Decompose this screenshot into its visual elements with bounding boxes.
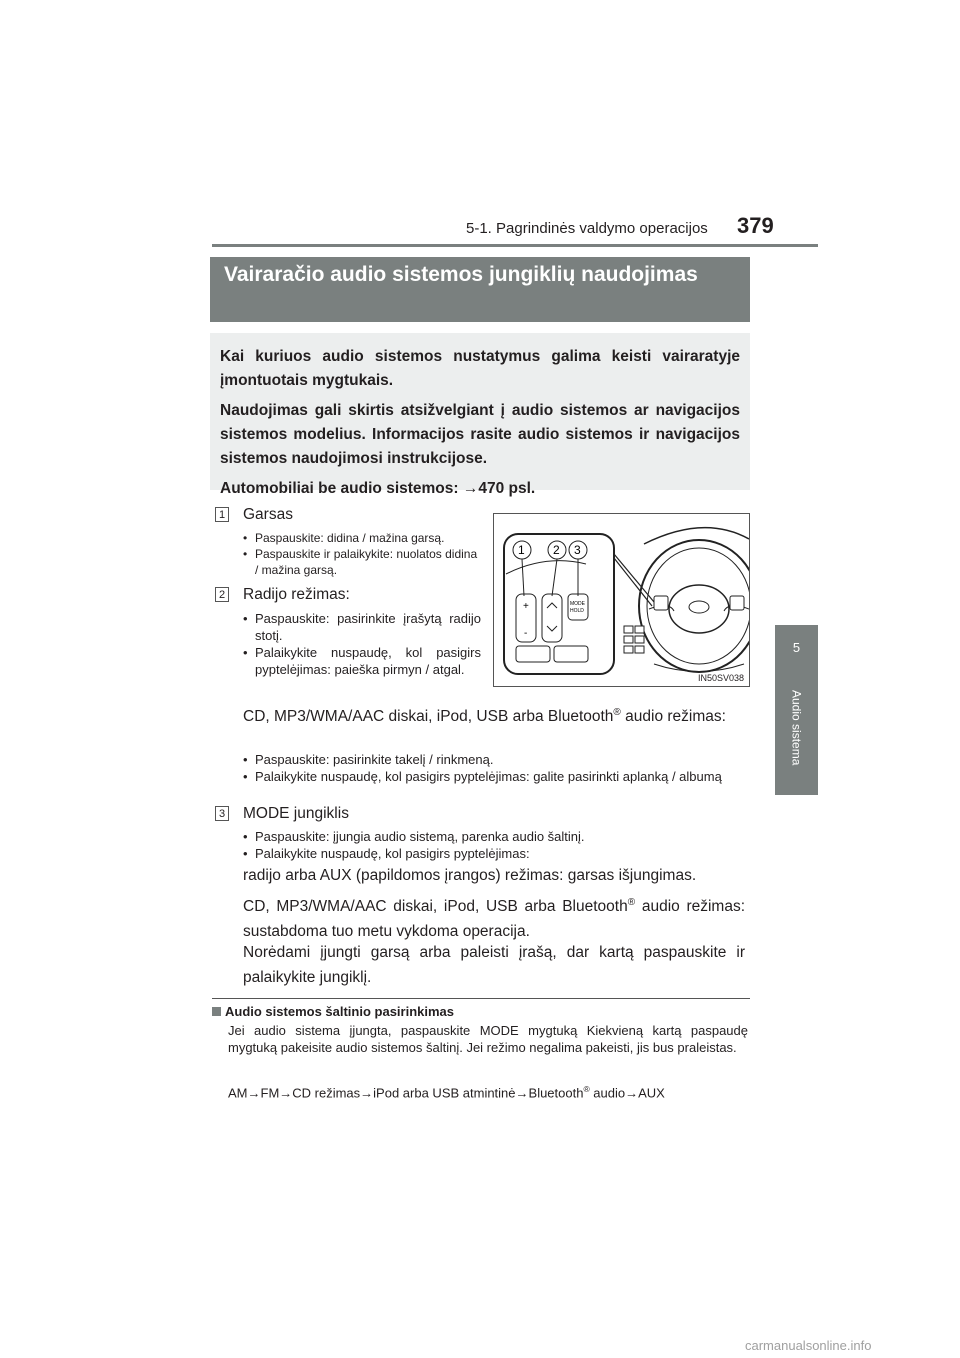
- wheel-switch-left: [654, 596, 668, 610]
- steering-hub: [669, 585, 729, 633]
- media-stop-text: CD, MP3/WMA/AAC diskai, iPod, USB arba Bluetooth: [243, 898, 628, 916]
- item-2-media-bullets: [243, 751, 748, 785]
- item-2-bullets: [243, 610, 481, 678]
- item-number-2: 2: [215, 587, 229, 602]
- registered-mark: ®: [627, 897, 636, 908]
- media-stop-text-end: audio režimas: sustabdoma tuo metu vykdoma operacija.: [243, 898, 746, 941]
- list-item: • Paspauskite: pasirinkite įrašytą radijo stotį.: [243, 610, 481, 644]
- header-divider: [212, 244, 818, 247]
- dash-button: [624, 636, 633, 643]
- connector-line: [614, 558, 652, 606]
- subsection-heading-text: Audio sistemos šaltinio pasirinkimas: [225, 1004, 455, 1019]
- wheel-rim-detail: [506, 561, 586, 574]
- wheel-switch-right: [730, 596, 744, 610]
- plus-label: +: [523, 601, 529, 612]
- list-item: • Paspauskite: didina / mažina garsą.: [243, 530, 481, 546]
- registered-mark: ®: [613, 707, 621, 718]
- leader-line: [552, 559, 557, 596]
- steering-wheel-switch-illustration: [493, 513, 750, 687]
- dash-button: [635, 636, 644, 643]
- lower-switch: [516, 646, 550, 662]
- sequence-text: AM→FM→CD režimas→iPod arba USB atmintinė→Bluetooth: [228, 1085, 584, 1101]
- steering-wheel-drawing: [494, 514, 749, 686]
- source-sequence: [228, 1084, 665, 1100]
- item-title-volume: Garsas: [243, 506, 293, 523]
- section-title: Vairaračio audio sistemos jungiklių naudojimas: [210, 257, 750, 322]
- item-1-bullets: [243, 530, 481, 578]
- callout-1-label: 1: [518, 543, 525, 557]
- dash-button: [624, 626, 633, 633]
- seek-switch: [542, 594, 562, 642]
- running-header-section: 5-1. Pagrindinės valdymo operacijos: [466, 220, 708, 237]
- subsection-divider: [212, 998, 750, 999]
- figure-code: IN50SV038: [697, 673, 744, 683]
- callout-3-label: 3: [574, 543, 581, 557]
- dashboard-line: [644, 528, 749, 544]
- list-item: • Palaikykite nuspaudę, kol pasigirs pyptelėjimas:: [243, 845, 748, 862]
- dash-button: [635, 646, 644, 653]
- subsection-heading: [212, 1004, 454, 1019]
- column-line: [654, 664, 744, 672]
- media-mode-text: CD, MP3/WMA/AAC diskai, iPod, USB arba Bluetooth: [243, 708, 614, 726]
- page-number: 379: [737, 213, 774, 238]
- item-3-radio-aux: radijo arba AUX (papildomos įrangos) režimas: garsas išjungimas.: [243, 867, 697, 884]
- chapter-tab-number: 5: [792, 640, 801, 655]
- list-item: • Palaikykite nuspaudę, kol pasigirs pyptelėjimas: paieška pirmyn / atgal.: [243, 644, 481, 678]
- item-3-resume: Norėdami įjungti garsą arba paleisti įrašą, dar kartą paspauskite ir palaikykite jungiklį.: [243, 944, 745, 986]
- registered-mark: ®: [583, 1084, 590, 1094]
- mode-label: MODE: [570, 601, 585, 607]
- item-number-1: 1: [215, 507, 229, 522]
- chapter-tab-label: Audio sistema: [789, 690, 804, 766]
- intro-line-3: Automobiliai be audio sistemos: →470 psl.: [220, 480, 536, 497]
- item-number-3: 3: [215, 806, 229, 821]
- item-3-bullets: [243, 828, 748, 862]
- intro-line-1: Kai kuriuos audio sistemos nustatymus galima keisti vairaratyje įmontuotais mygtukais.: [220, 348, 740, 389]
- sequence-text-end: audio→AUX: [589, 1085, 665, 1101]
- mode-switch: [568, 594, 588, 620]
- item-3-media-stop: [243, 890, 745, 944]
- leader-line: [522, 559, 524, 596]
- watermark: carmanualsonline.info: [745, 1338, 872, 1353]
- media-mode-text-end: audio režimas:: [620, 708, 726, 726]
- dash-button: [624, 646, 633, 653]
- item-title-radio: Radijo režimas:: [243, 586, 350, 603]
- item-2-media-mode-title: [243, 700, 745, 729]
- list-item: • Paspauskite ir palaikykite: nuolatos didina / mažina garsą.: [243, 546, 481, 578]
- list-item: • Palaikykite nuspaudę, kol pasigirs pyptelėjimas: galite pasirinkti aplanką / albumą: [243, 768, 748, 785]
- list-item: • Paspauskite: įjungia audio sistemą, parenka audio šaltinį.: [243, 828, 748, 845]
- square-bullet-icon: [212, 1007, 221, 1016]
- item-title-mode: MODE jungiklis: [243, 805, 349, 822]
- callout-2-label: 2: [553, 543, 560, 557]
- subsection-body: Jei audio sistema įjungta, paspauskite MODE mygtuką Kiekvieną kartą paspaudę mygtuką pakeisite audio sistemos šaltinį. Jei režimo negalima pakeisti, jis bus praleistas.: [228, 1023, 748, 1055]
- intro-box: [210, 333, 750, 497]
- dash-button: [635, 626, 644, 633]
- list-item: • Paspauskite: pasirinkite takelį / rinkmeną.: [243, 751, 748, 768]
- intro-line-2: Naudojimas gali skirtis atsižvelgiant į audio sistemos ar navigacijos sistemos modelius. Informacijos rasite audio sistemos ir navigacijos sistemos naudojimosi instrukcijose.: [220, 402, 740, 467]
- minus-label: -: [524, 628, 528, 639]
- hold-label: HOLD: [570, 608, 584, 614]
- lower-switch: [554, 646, 588, 662]
